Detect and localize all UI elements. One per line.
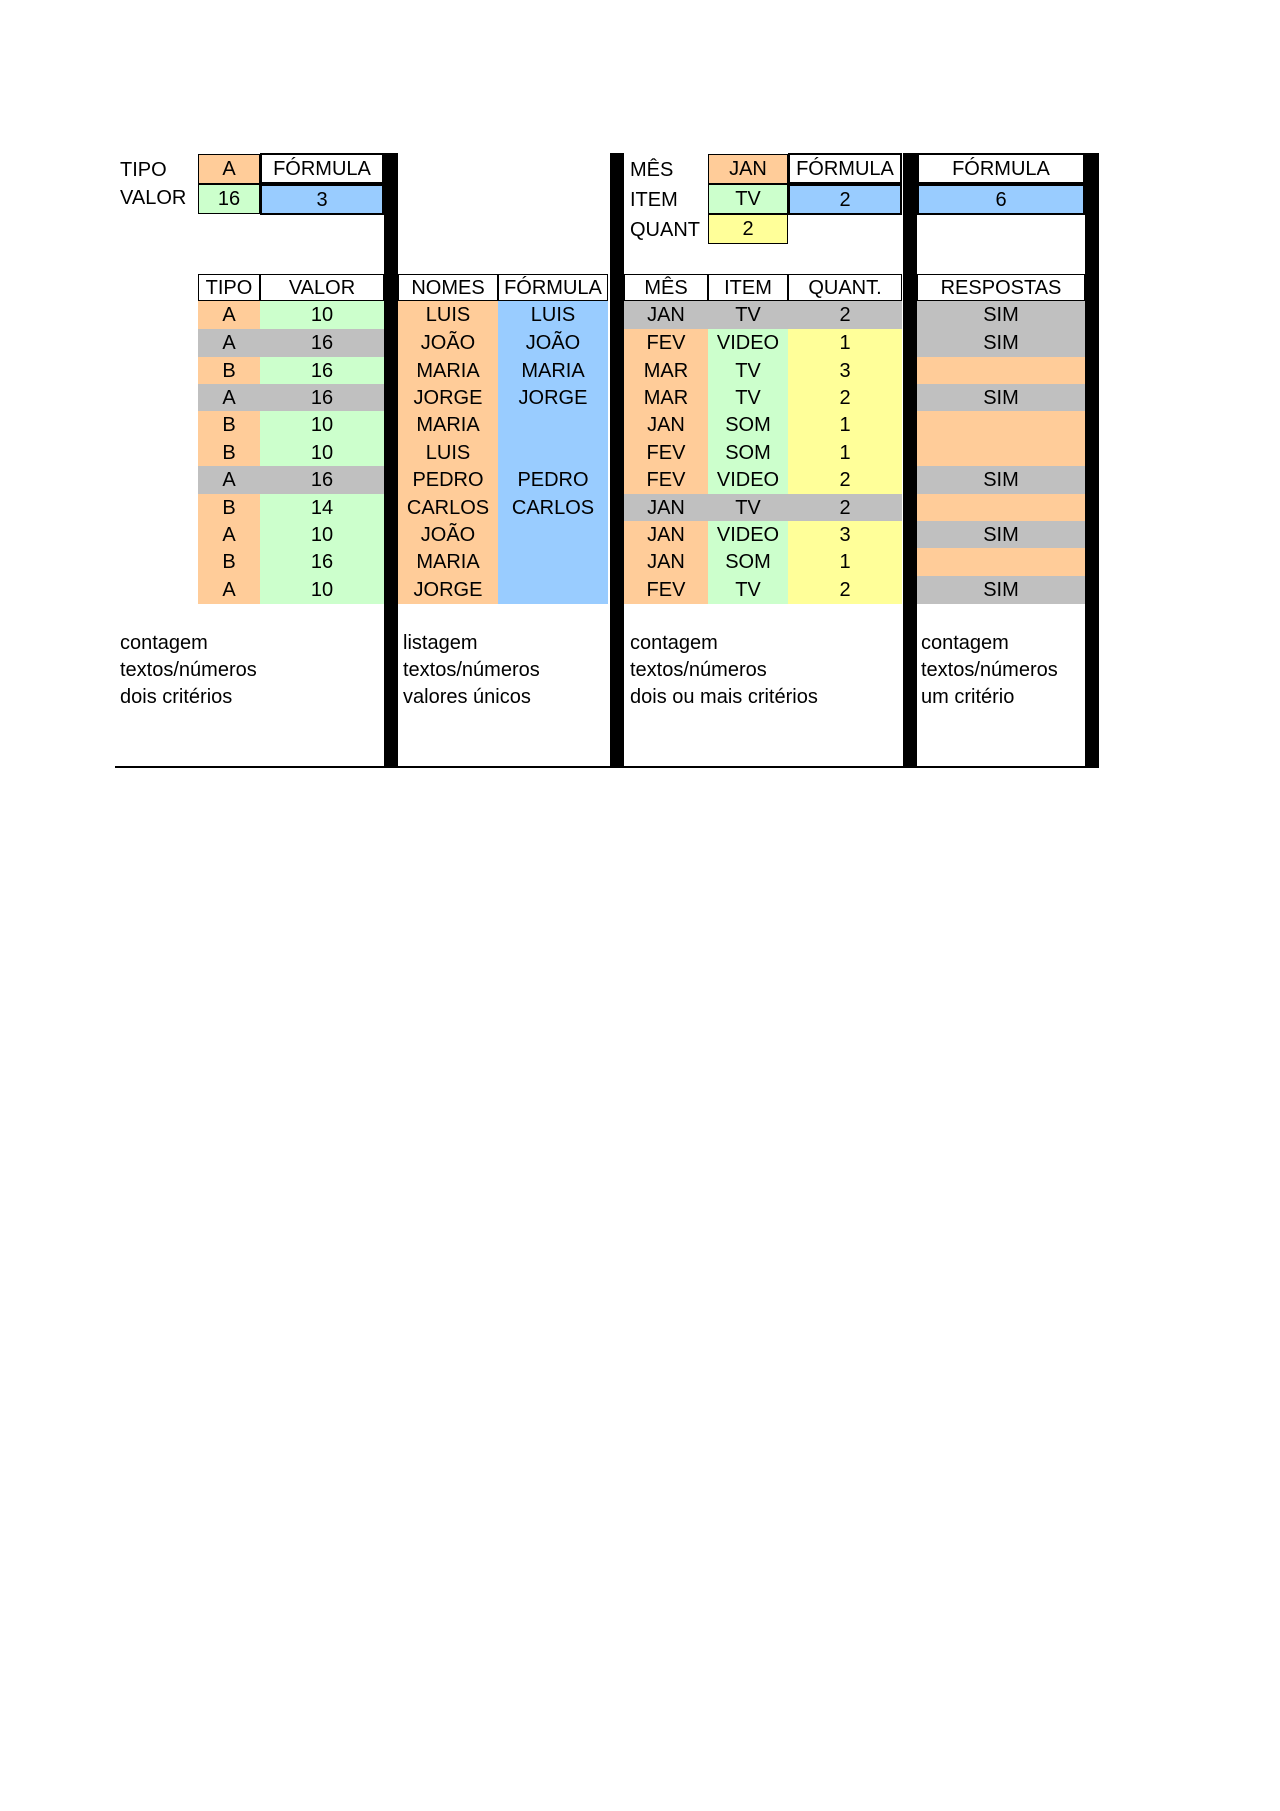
table3-item-cell: SOM xyxy=(708,548,788,576)
table3-quant-cell: 1 xyxy=(788,411,902,439)
table2-nome-cell: LUIS xyxy=(398,439,498,466)
caption3-line: dois ou mais critérios xyxy=(630,686,818,708)
table4-resposta-cell: SIM xyxy=(917,301,1085,329)
table2-formula-cell xyxy=(498,439,608,466)
table3-mes-cell: FEV xyxy=(624,466,708,494)
caption4-line: um critério xyxy=(921,686,1015,708)
table1-valor-cell: 16 xyxy=(260,466,384,494)
table3-quant-cell: 2 xyxy=(788,576,902,604)
caption1-line: textos/números xyxy=(120,659,257,681)
caption2-line: textos/números xyxy=(403,659,540,681)
table2-formula-cell: MARIA xyxy=(498,357,608,384)
table2-nome-cell: MARIA xyxy=(398,411,498,439)
table3-mes-cell: FEV xyxy=(624,439,708,466)
table3-mes-cell: JAN xyxy=(624,494,708,521)
table3-quant-cell: 1 xyxy=(788,439,902,466)
mes-label: MÊS xyxy=(630,158,674,181)
separator-bar-1 xyxy=(384,153,398,768)
table4-resposta-cell: SIM xyxy=(917,466,1085,494)
table3-quant-cell: 3 xyxy=(788,521,902,548)
valor-criteria-cell: 16 xyxy=(198,184,260,214)
table1-valor-cell: 10 xyxy=(260,411,384,439)
table3-item-cell: TV xyxy=(708,301,788,329)
table4-resposta-cell xyxy=(917,494,1085,521)
formula4-header: FÓRMULA xyxy=(917,153,1085,184)
table3-header-mes: MÊS xyxy=(624,274,708,301)
table2-header-nomes: NOMES xyxy=(398,274,498,301)
table2-formula-cell xyxy=(498,411,608,439)
item-criteria-cell: TV xyxy=(708,184,788,214)
table3-quant-cell: 1 xyxy=(788,548,902,576)
table3-mes-cell: MAR xyxy=(624,384,708,411)
table3-item-cell: TV xyxy=(708,357,788,384)
table3-item-cell: TV xyxy=(708,494,788,521)
table3-mes-cell: MAR xyxy=(624,357,708,384)
caption3-line: textos/números xyxy=(630,659,767,681)
table1-valor-cell: 10 xyxy=(260,576,384,604)
table3-quant-cell: 2 xyxy=(788,494,902,521)
table3-item-cell: VIDEO xyxy=(708,466,788,494)
table2-nome-cell: CARLOS xyxy=(398,494,498,521)
table2-header-formula: FÓRMULA xyxy=(498,274,608,301)
table3-item-cell: VIDEO xyxy=(708,329,788,357)
table1-tipo-cell: A xyxy=(198,466,260,494)
formula1-header: FÓRMULA xyxy=(260,153,384,184)
table1-valor-cell: 16 xyxy=(260,384,384,411)
table3-mes-cell: JAN xyxy=(624,301,708,329)
formula3-result: 2 xyxy=(788,184,902,215)
table3-mes-cell: FEV xyxy=(624,576,708,604)
table2-nome-cell: LUIS xyxy=(398,301,498,329)
table2-formula-cell xyxy=(498,548,608,576)
caption1-line: dois critérios xyxy=(120,686,233,708)
table4-header-respostas: RESPOSTAS xyxy=(917,274,1085,301)
table1-tipo-cell: A xyxy=(198,576,260,604)
separator-bar-3 xyxy=(903,153,917,768)
item-label: ITEM xyxy=(630,188,678,211)
table4-resposta-cell: SIM xyxy=(917,576,1085,604)
table2-nome-cell: JORGE xyxy=(398,384,498,411)
table2-nome-cell: JOÃO xyxy=(398,329,498,357)
table1-tipo-cell: A xyxy=(198,329,260,357)
table1-tipo-cell: A xyxy=(198,521,260,548)
quant-criteria-cell: 2 xyxy=(708,214,788,244)
formula4-result: 6 xyxy=(917,184,1085,215)
table4-resposta-cell: SIM xyxy=(917,329,1085,357)
table1-valor-cell: 16 xyxy=(260,329,384,357)
table4-resposta-cell: SIM xyxy=(917,521,1085,548)
table1-tipo-cell: B xyxy=(198,411,260,439)
table1-valor-cell: 16 xyxy=(260,548,384,576)
table2-formula-cell xyxy=(498,576,608,604)
table4-resposta-cell xyxy=(917,439,1085,466)
table3-mes-cell: JAN xyxy=(624,548,708,576)
table3-item-cell: SOM xyxy=(708,439,788,466)
caption4-line: textos/números xyxy=(921,659,1058,681)
table2-nome-cell: MARIA xyxy=(398,548,498,576)
table2-nome-cell: PEDRO xyxy=(398,466,498,494)
table4-resposta-cell xyxy=(917,548,1085,576)
table2-formula-cell xyxy=(498,521,608,548)
caption1-line: contagem xyxy=(120,632,208,654)
table1-valor-cell: 10 xyxy=(260,521,384,548)
table2-nome-cell: MARIA xyxy=(398,357,498,384)
table3-quant-cell: 1 xyxy=(788,329,902,357)
table1-valor-cell: 10 xyxy=(260,301,384,329)
quant-label: QUANT xyxy=(630,218,700,241)
table1-header-tipo: TIPO xyxy=(198,274,260,301)
table2-formula-cell: LUIS xyxy=(498,301,608,329)
table3-mes-cell: JAN xyxy=(624,411,708,439)
table1-valor-cell: 10 xyxy=(260,439,384,466)
bottom-border-line xyxy=(115,766,1099,768)
tipo-criteria-cell: A xyxy=(198,154,260,184)
valor-label: VALOR xyxy=(120,186,187,209)
right-border-bar xyxy=(1085,153,1099,768)
table2-formula-cell: CARLOS xyxy=(498,494,608,521)
table3-mes-cell: FEV xyxy=(624,329,708,357)
table2-formula-cell: PEDRO xyxy=(498,466,608,494)
table3-header-item: ITEM xyxy=(708,274,788,301)
table2-formula-cell: JORGE xyxy=(498,384,608,411)
table1-tipo-cell: B xyxy=(198,548,260,576)
table4-resposta-cell xyxy=(917,411,1085,439)
table2-formula-cell: JOÃO xyxy=(498,329,608,357)
table1-tipo-cell: A xyxy=(198,384,260,411)
separator-bar-2 xyxy=(610,153,624,768)
table1-header-valor: VALOR xyxy=(260,274,384,301)
table3-quant-cell: 2 xyxy=(788,384,902,411)
table2-nome-cell: JORGE xyxy=(398,576,498,604)
mes-criteria-cell: JAN xyxy=(708,154,788,184)
table3-header-quant: QUANT. xyxy=(788,274,902,301)
table3-item-cell: VIDEO xyxy=(708,521,788,548)
table1-tipo-cell: B xyxy=(198,494,260,521)
table3-item-cell: TV xyxy=(708,384,788,411)
table1-tipo-cell: A xyxy=(198,301,260,329)
table1-valor-cell: 14 xyxy=(260,494,384,521)
table3-item-cell: TV xyxy=(708,576,788,604)
caption3-line: contagem xyxy=(630,632,718,654)
table3-quant-cell: 2 xyxy=(788,301,902,329)
table3-quant-cell: 2 xyxy=(788,466,902,494)
table1-tipo-cell: B xyxy=(198,357,260,384)
table3-quant-cell: 3 xyxy=(788,357,902,384)
table3-item-cell: SOM xyxy=(708,411,788,439)
table3-mes-cell: JAN xyxy=(624,521,708,548)
table1-tipo-cell: B xyxy=(198,439,260,466)
caption2-line: valores únicos xyxy=(403,686,531,708)
formula1-result: 3 xyxy=(260,184,384,215)
tipo-label: TIPO xyxy=(120,158,167,181)
caption2-line: listagem xyxy=(403,632,478,654)
table2-nome-cell: JOÃO xyxy=(398,521,498,548)
table4-resposta-cell: SIM xyxy=(917,384,1085,411)
table1-valor-cell: 16 xyxy=(260,357,384,384)
table4-resposta-cell xyxy=(917,357,1085,384)
caption4-line: contagem xyxy=(921,632,1009,654)
formula3-header: FÓRMULA xyxy=(788,153,902,184)
